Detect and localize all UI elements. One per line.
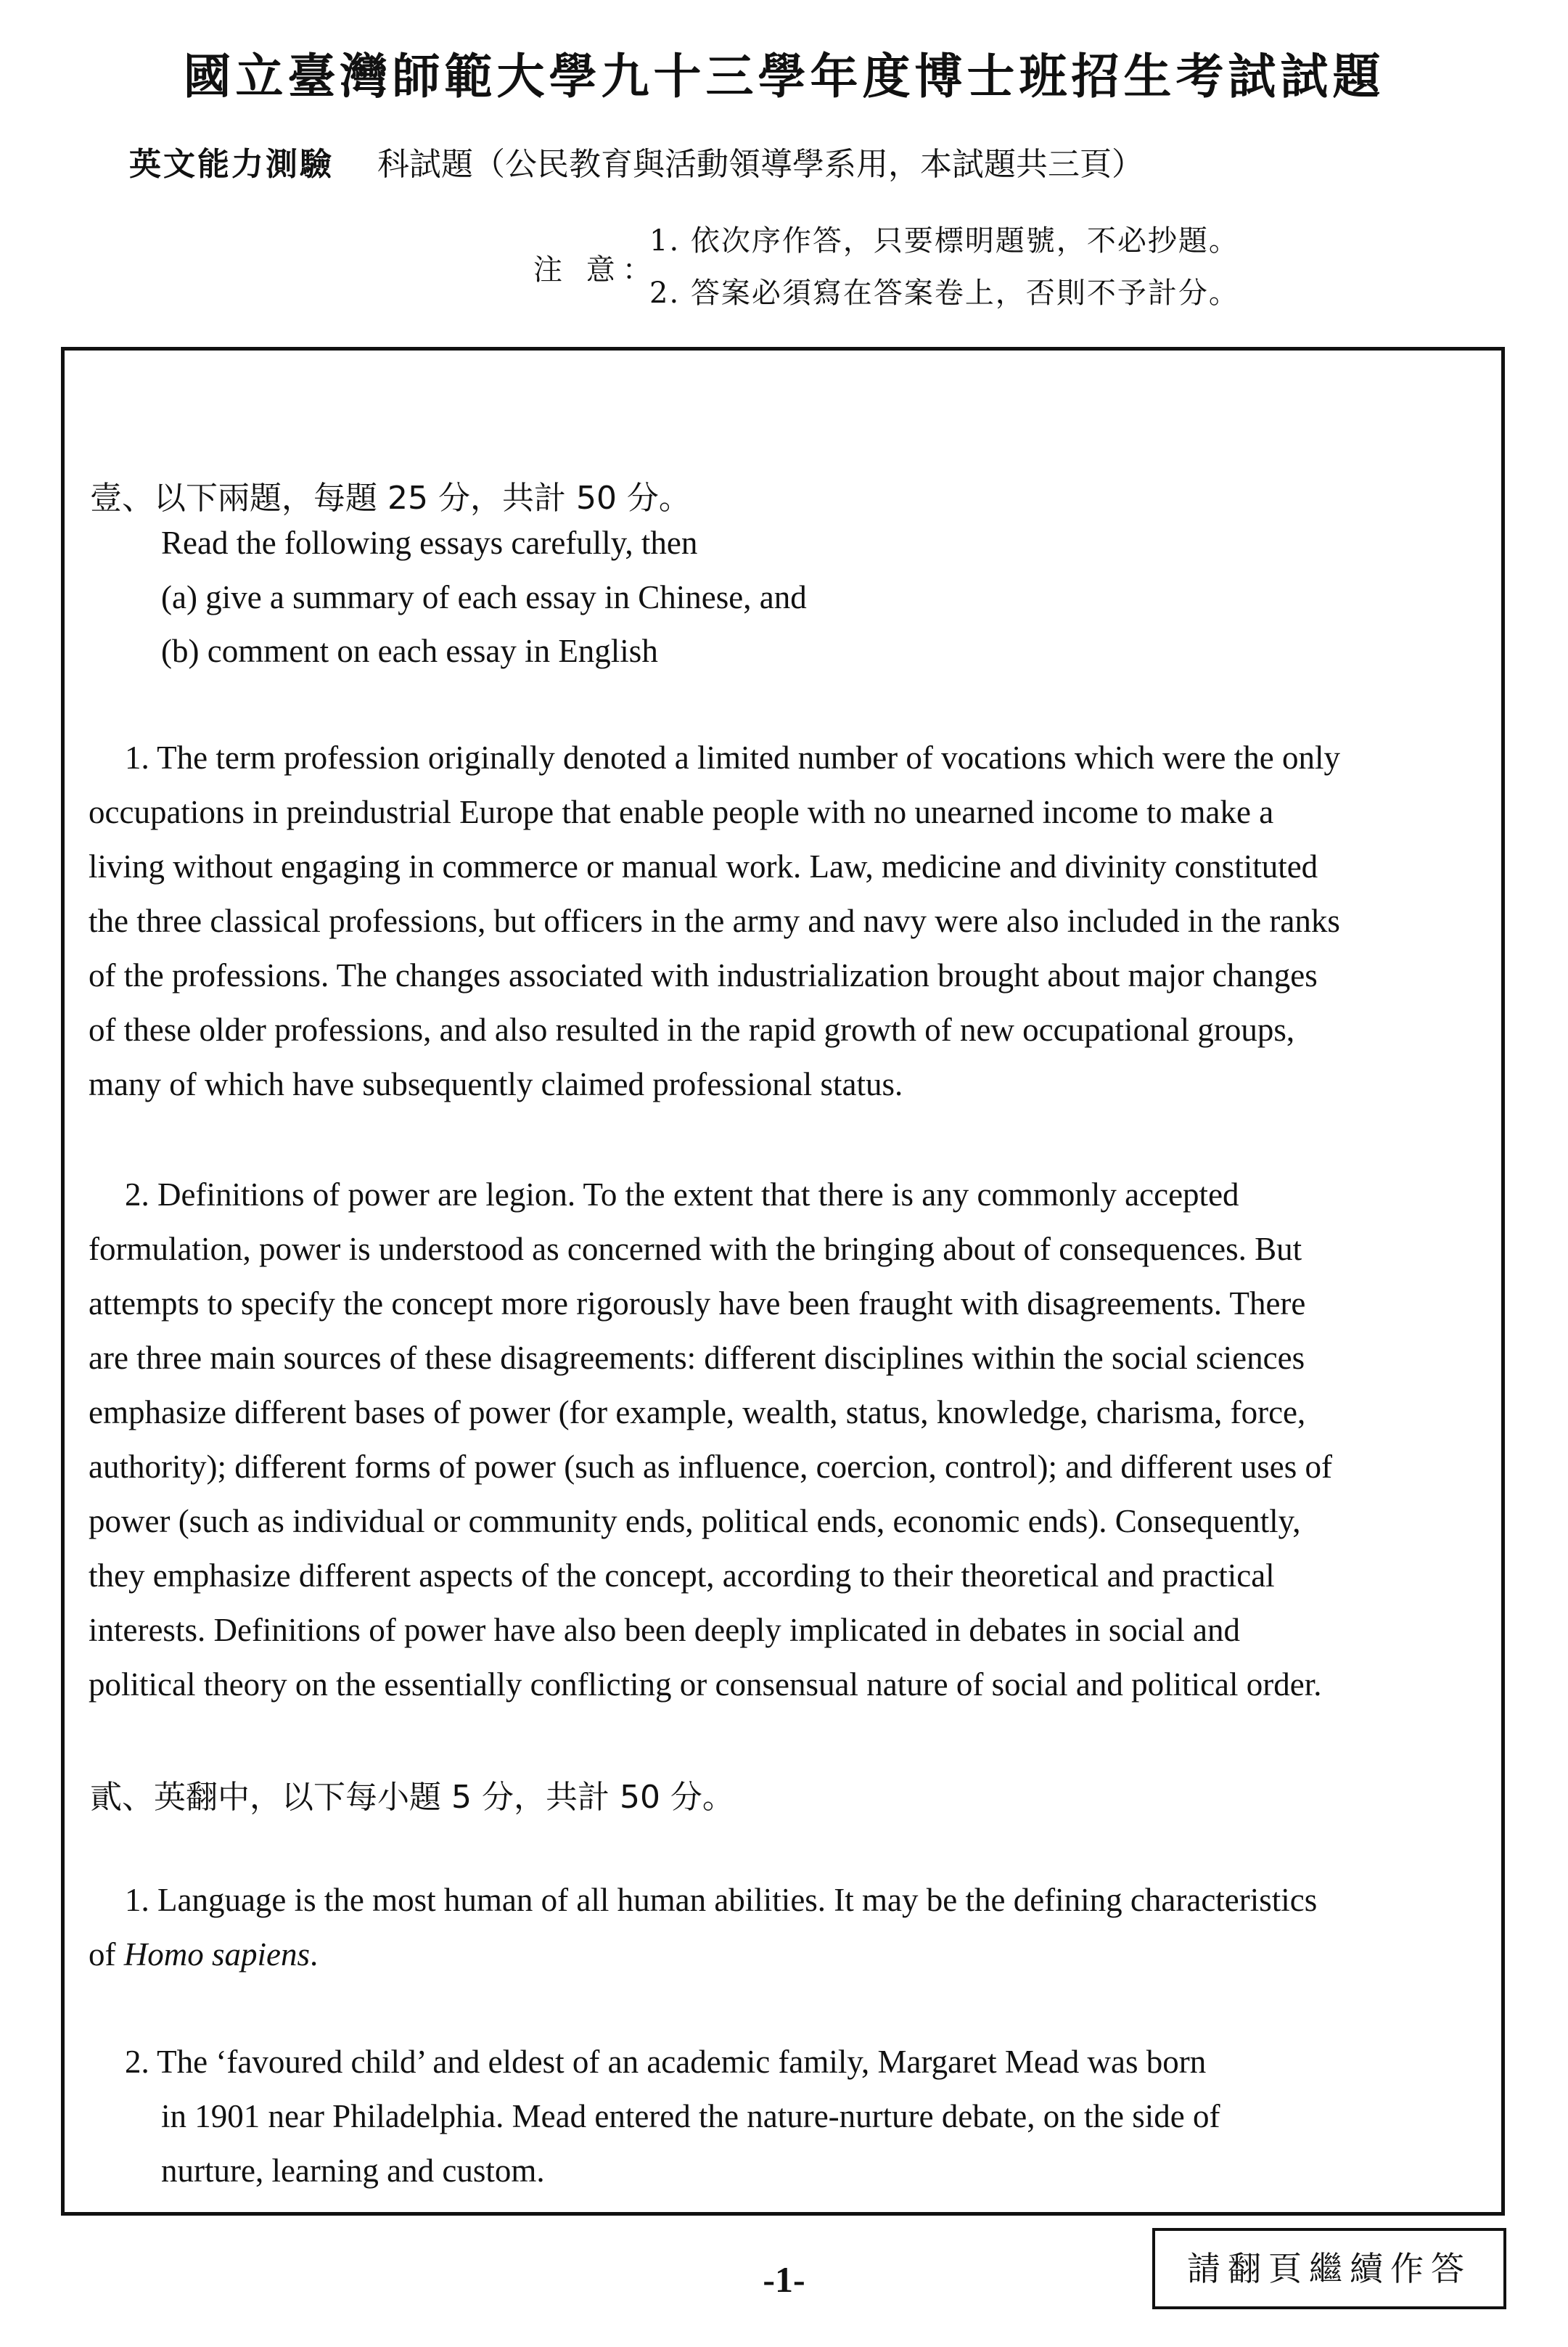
notice-line-2: 2. 答案必須寫在答案卷上，否則不予計分。 bbox=[649, 277, 1239, 310]
question1-line-2 bbox=[89, 1936, 318, 1973]
essay2-line-1: 2. Definitions of power are legion. To the extent that there is any commonly accepted bbox=[125, 1176, 1239, 1213]
essay2-line-8: they emphasize different aspects of the concept, according to their theoretical and practical bbox=[89, 1557, 1275, 1594]
question2-line-2: in 1901 near Philadelphia. Mead entered the nature-nurture debate, on the side of bbox=[161, 2098, 1220, 2134]
question1-prefix: of bbox=[89, 1936, 124, 1973]
essay2-line-9: interests. Definitions of power have also been deeply implicated in debates in social and bbox=[89, 1612, 1241, 1648]
question1-line-1: 1. Language is the most human of all human abilities. It may be the defining characteristics bbox=[125, 1882, 1318, 1918]
essay2-line-3: attempts to specify the concept more rigorously have been fraught with disagreements. There bbox=[89, 1285, 1306, 1322]
essay2-line-10: political theory on the essentially conflicting or consensual nature of social and political order. bbox=[89, 1666, 1322, 1703]
essay1-line-1: 1. The term profession originally denoted a limited number of vocations which were the only bbox=[125, 740, 1340, 776]
section1-heading: 壹、以下兩題，每題 25 分，共計 50 分。 bbox=[90, 480, 691, 517]
exam-subtitle bbox=[129, 138, 1144, 184]
subject-name: 英文能力測驗 bbox=[129, 146, 334, 183]
continue-note-box bbox=[1152, 2228, 1506, 2309]
exam-title: 國立臺灣師範大學九十三學年度博士班招生考試試題 bbox=[183, 48, 1385, 105]
essay1-line-3: living without engaging in commerce or manual work. Law, medicine and divinity constituted bbox=[89, 848, 1318, 885]
page-number: -1- bbox=[763, 2259, 805, 2300]
notice-label: 注 意： bbox=[533, 253, 659, 287]
essay1-line-6: of these older professions, and also resulted in the rapid growth of new occupational groups, bbox=[89, 1012, 1295, 1048]
instruction-line-1: Read the following essays carefully, then bbox=[161, 525, 698, 561]
instruction-line-2: (a) give a summary of each essay in Chinese, and bbox=[161, 579, 807, 615]
essay1-line-2: occupations in preindustrial Europe that enable people with no unearned income to make a bbox=[89, 794, 1274, 830]
essay1-line-5: of the professions. The changes associated with industrialization brought about major changes bbox=[89, 957, 1318, 994]
essay2-line-5: emphasize different bases of power (for example, wealth, status, knowledge, charisma, force, bbox=[89, 1394, 1306, 1430]
subject-note: 科試題（公民教育與活動領導學系用，本試題共三頁） bbox=[377, 146, 1144, 183]
essay2-line-7: power (such as individual or community ends, political ends, economic ends). Consequently, bbox=[89, 1503, 1301, 1539]
essay2-line-6: authority); different forms of power (such as influence, coercion, control); and different uses of bbox=[89, 1449, 1332, 1485]
notice-line-1: 1. 依次序作答，只要標明題號，不必抄題。 bbox=[649, 224, 1239, 258]
continue-note: 請翻頁繼續作答 bbox=[1187, 2249, 1471, 2288]
essay1-line-4: the three classical professions, but officers in the army and navy were also included in the ranks bbox=[89, 903, 1340, 939]
instruction-line-3: (b) comment on each essay in English bbox=[161, 633, 658, 669]
essay2-line-4: are three main sources of these disagreements: different disciplines within the social sciences bbox=[89, 1340, 1305, 1376]
question1-suffix: . bbox=[310, 1936, 319, 1973]
essay2-line-2: formulation, power is understood as concerned with the bringing about of consequences. But bbox=[89, 1231, 1302, 1267]
section2-heading: 貳、英翻中，以下每小題 5 分，共計 50 分。 bbox=[90, 1779, 734, 1816]
essay1-line-7: many of which have subsequently claimed professional status. bbox=[89, 1066, 903, 1102]
question2-line-3: nurture, learning and custom. bbox=[161, 2153, 545, 2189]
question2-line-1: 2. The ‘favoured child’ and eldest of an academic family, Margaret Mead was born bbox=[125, 2044, 1207, 2080]
species-name: Homo sapiens bbox=[123, 1936, 310, 1973]
